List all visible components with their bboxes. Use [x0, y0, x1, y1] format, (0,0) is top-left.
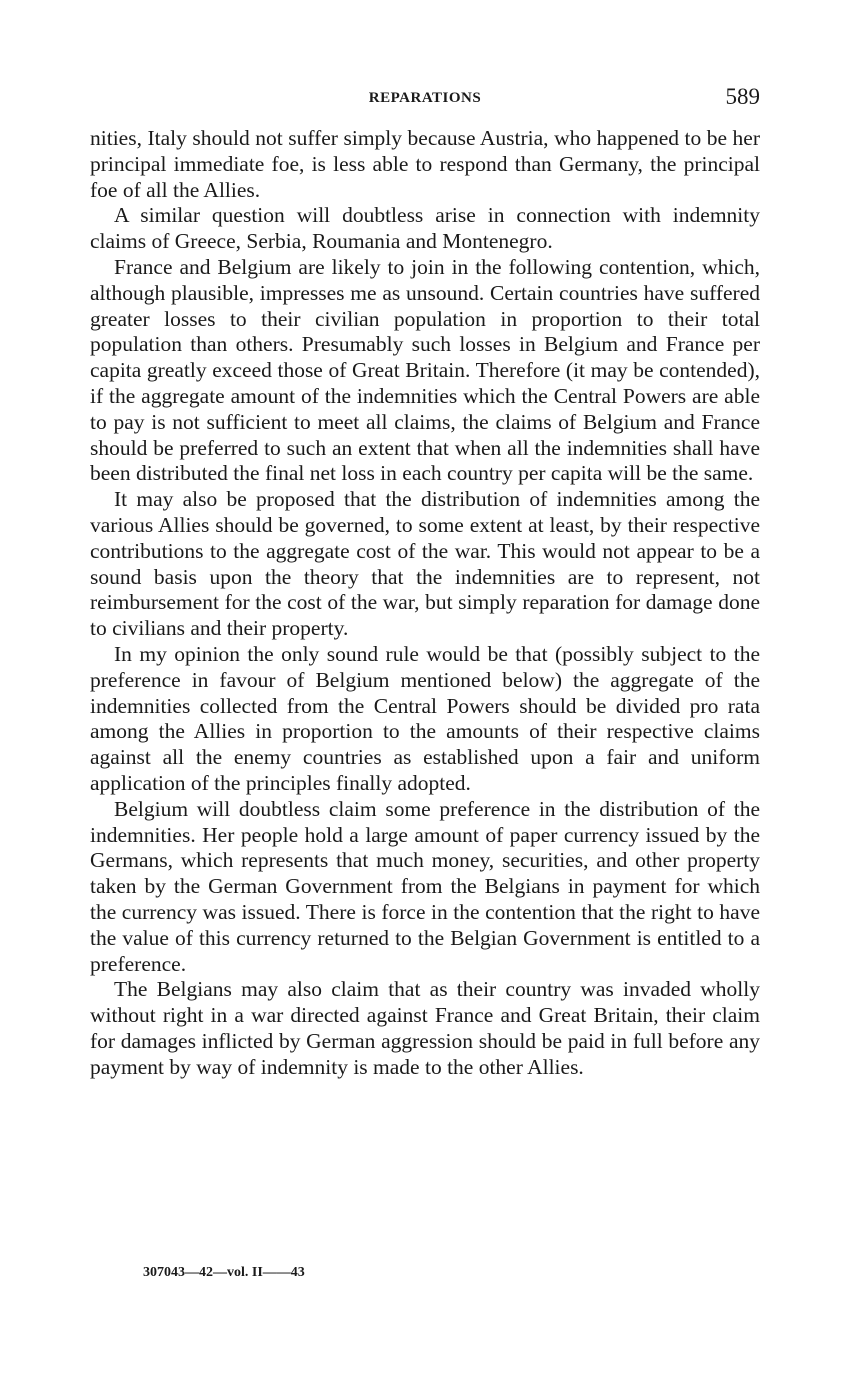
- print-code: 307043—42—vol. II——43: [143, 1265, 305, 1280]
- paragraph: In my opinion the only sound rule would be that (possibly subject to the preference in favour of Belgium mentioned below) the aggregate of the indemnities collected from the Central Powers should be divided pro rata among the Allies in proportion to the amounts of their respective claims against all the enemy countries as established upon a fair and uniform application of the principles finally adopted.: [90, 641, 760, 795]
- paragraph: Belgium will doubtless claim some preference in the distribution of the indemnities. Her people hold a large amount of paper currency issued by the Germans, which represents that much money, securities, and other property taken by the German Government from the Belgians in payment for which the currency was issued. There is force in the contention that the right to have the value of this currency returned to the Belgian Government is entitled to a preference.: [90, 796, 760, 976]
- paragraph: France and Belgium are likely to join in the following contention, which, although plausible, impresses me as unsound. Certain countries have suffered greater losses to their civilian population in proportion to their total population than others. Presumably such losses in Belgium and France per capita greatly exceed those of Great Britain. Therefore (it may be contended), if the aggregate amount of the indemnities which the Central Powers are able to pay is not sufficient to meet all claims, the claims of Belgium and France should be preferred to such an extent that when all the indemnities shall have been distributed the final net loss in each country per capita will be the same.: [90, 254, 760, 486]
- paragraph: The Belgians may also claim that as their country was invaded wholly without right in a war directed against France and Great Britain, their claim for damages inflicted by German aggression should be paid in full before any payment by way of indemnity is made to the other Allies.: [90, 977, 760, 1079]
- paragraph: A similar question will doubtless arise in connection with indemnity claims of Greece, Serbia, Roumania and Montenegro.: [90, 203, 760, 254]
- page-header: [90, 84, 760, 114]
- running-head: REPARATIONS: [368, 90, 482, 106]
- body-text: [90, 126, 760, 1080]
- page-number: 589: [725, 84, 760, 109]
- paragraph: nities, Italy should not suffer simply because Austria, who happened to be her principal immediate foe, is less able to respond than Germany, the principal foe of all the Allies.: [90, 126, 760, 202]
- paragraph: It may also be proposed that the distribution of indemnities among the various Allies should be governed, to some extent at least, by their respective contributions to the aggregate cost of the war. This would not appear to be a sound basis upon the theory that the indemnities are to represent, not reimbursement for the cost of the war, but simply reparation for damage done to civilians and their property.: [90, 487, 760, 641]
